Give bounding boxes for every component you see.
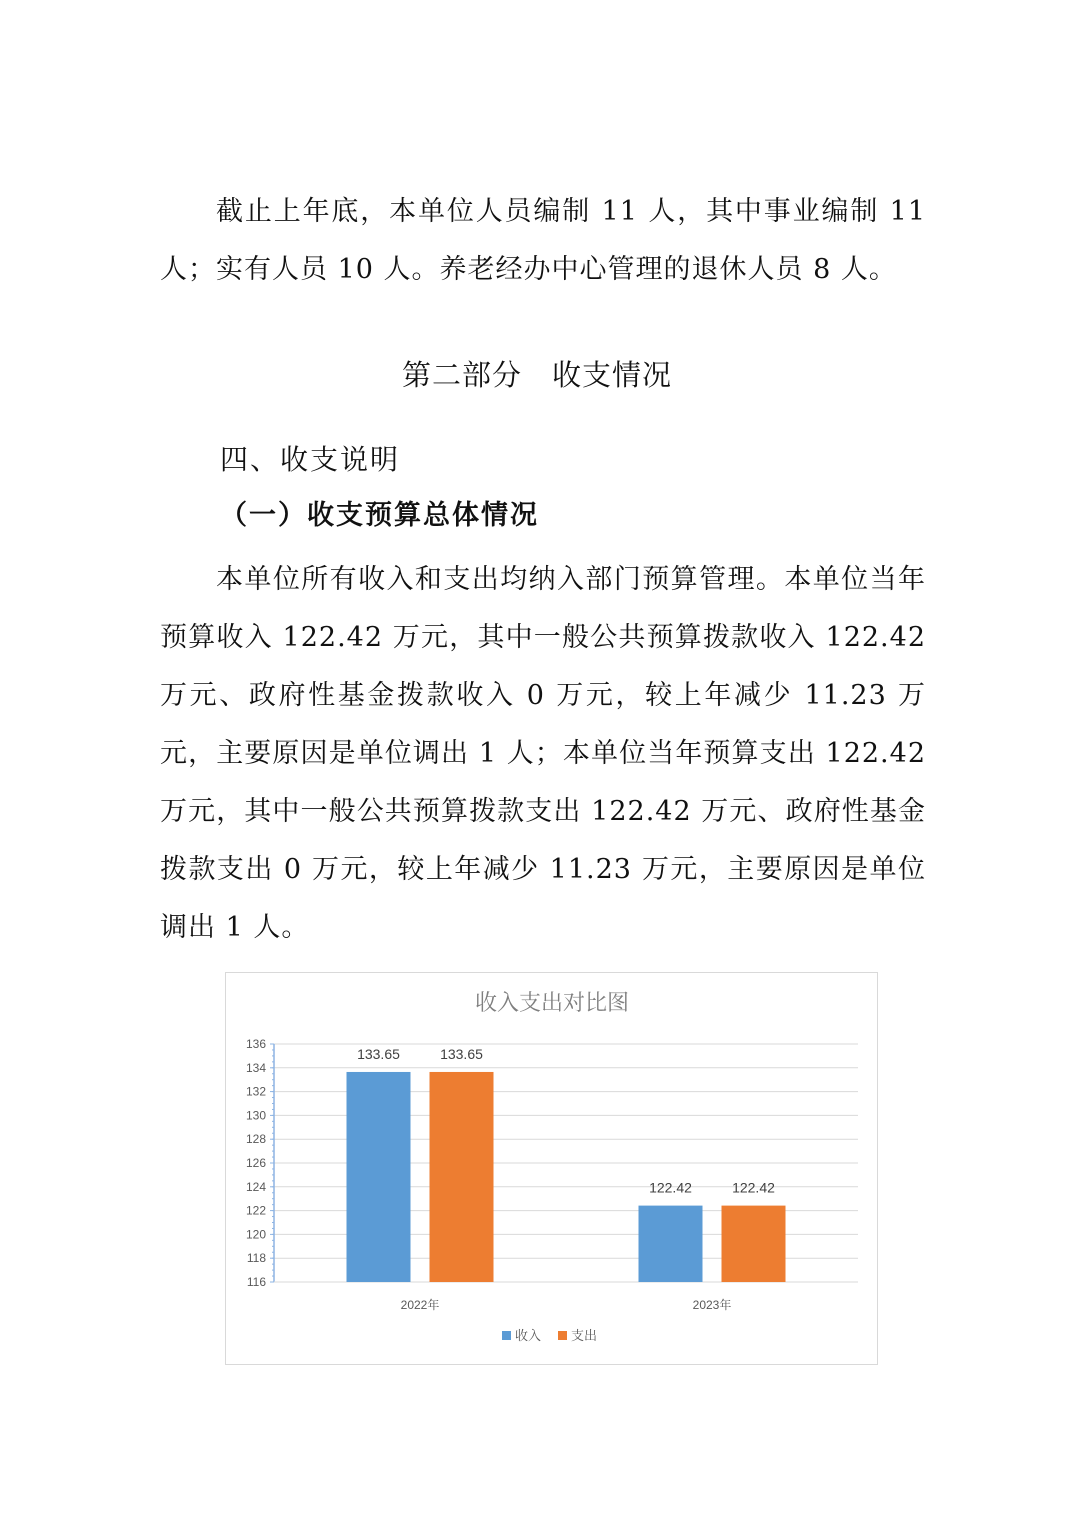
y-tick-label: 130 (245, 1108, 266, 1123)
x-tick-label: 2022年 (400, 1298, 440, 1312)
bar-支出-2022年 (430, 1072, 494, 1282)
bar-支出-2023年 (722, 1206, 786, 1282)
y-tick-label: 118 (246, 1251, 266, 1266)
bar-收入-2022年 (347, 1072, 411, 1282)
y-tick-label: 120 (245, 1227, 266, 1242)
y-tick-label: 136 (245, 1037, 266, 1051)
y-tick-label: 124 (245, 1179, 266, 1194)
chart-labels (357, 1046, 775, 1196)
data-label: 122.42 (649, 1179, 692, 1196)
y-tick-label: 116 (246, 1275, 266, 1289)
section-heading: 四、收支说明 (220, 443, 401, 476)
paragraph-staffing: 截止上年底，本单位人员编制 11 人，其中事业编制 11 人；实有人员 10 人。养老经办中心管理的退休人员 8 人。 (160, 196, 926, 285)
data-label: 133.65 (440, 1045, 483, 1062)
y-tick-label: 132 (245, 1084, 266, 1099)
legend-label: 收入 (515, 1329, 542, 1344)
data-label: 133.65 (357, 1045, 400, 1062)
y-tick-label: 126 (245, 1156, 266, 1170)
chart-svg (226, 973, 879, 1366)
paragraph-budget: 本单位所有收入和支出均纳入部门预算管理。本单位当年预算收入 122.42 万元，其中一般公共预算拨款收入 122.42 万元、政府性基金拨款收入 0 万元，较上年减少 11.23 万元，主要原因是单位调出 1 人；本单位当年预算支出 122.42 万元，其中一般公共预算拨款支出 122.42 万元、政府性基金拨款支出 0 万元，较上年减少 11.23 万元，主要原因是单位调出 1 人。 (160, 564, 926, 943)
bar-收入-2023年 (639, 1206, 703, 1282)
legend-swatch (558, 1331, 567, 1340)
legend-swatch (502, 1331, 511, 1340)
part-title: 第二部分 收支情况 (401, 358, 672, 392)
x-tick-label: 2023年 (692, 1298, 732, 1312)
legend-label: 支出 (571, 1329, 598, 1344)
y-tick-label: 128 (245, 1132, 266, 1147)
chart-title: 收入支出对比图 (474, 991, 630, 1016)
y-tick-label: 122 (245, 1203, 266, 1218)
data-label: 122.42 (732, 1179, 775, 1196)
chart-legend (502, 1328, 597, 1344)
income-expense-chart (225, 972, 878, 1365)
subsection-heading: （一）收支预算总体情况 (220, 500, 539, 531)
chart-bars (347, 1072, 786, 1282)
y-tick-label: 134 (245, 1060, 266, 1075)
